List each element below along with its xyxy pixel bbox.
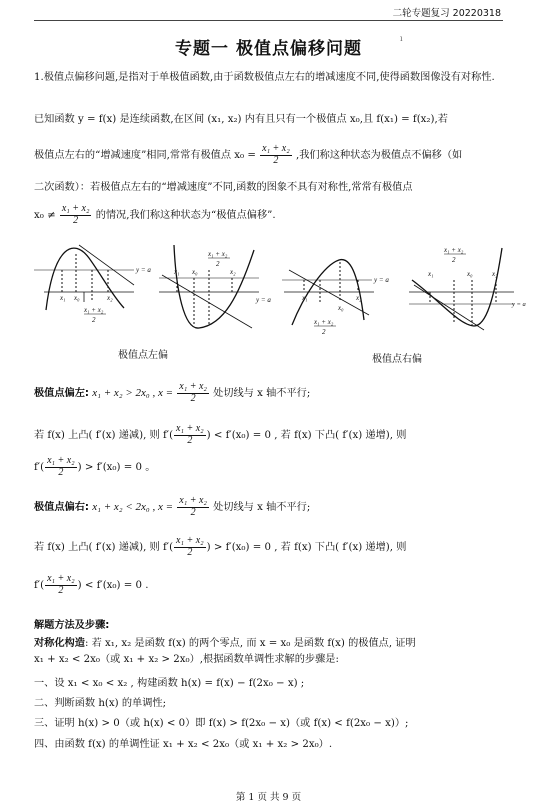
extremum-shift-figures	[34, 240, 524, 370]
svg-text:2: 2	[322, 328, 326, 336]
method-step-1: 一、设 x₁ < x₀ < x₂ , 构建函数 h(x) = f(x) − f(2x₀ − x) ;	[34, 678, 305, 689]
svg-text:y = a: y = a	[136, 266, 151, 274]
left-shift-line-2: 若 f(x) 上凸( f′(x) 递减), 则 f′( $\frac{\text{x₁ + x₂}}{2}$ ) < f′(x₀) = 0 , 若 f(x) 下凸( f′(x) 递增), 则	[34, 423, 407, 446]
page-footer: 第 1 页 共 9 页	[235, 792, 302, 803]
intro-line-1: 已知函数 y = f(x) 是连续函数,在区间 (x₁, x₂) 内有且只有一个极值点 x₀,且 f(x₁) = f(x₂),若	[34, 114, 448, 125]
right-shift-line-3: f′( $\frac{\text{x₁ + x₂}}{2}$ ) < f′(x₀) = 0 .	[34, 573, 149, 596]
header-text: 二轮专题复习 20220318	[392, 8, 501, 19]
svg-text:x₁: x₁	[302, 294, 308, 302]
svg-text:x₁: x₁	[428, 270, 434, 278]
margin-mark: ı	[400, 34, 403, 43]
intro-line-4: x₀ ≠ $\frac{\text{x₁ + x₂}}{2}$ 的情况,我们称这种状态为“极值点偏移”.	[34, 203, 276, 226]
svg-text:x₀: x₀	[338, 304, 344, 312]
graph-right-shift-min	[409, 246, 526, 330]
svg-text:x₁ + x₂: x₁ + x₂	[84, 306, 104, 314]
svg-text:x₂: x₂	[492, 270, 498, 278]
method-step-3: 三、证明 h(x) > 0（或 h(x) < 0）即 f(x) > f(2x₀ − x)（或 f(x) < f(2x₀ − x)）;	[34, 718, 409, 729]
svg-text:2: 2	[92, 316, 96, 324]
intro-line-3: 二次函数）：若极值点左右的“增减速度”不同,函数的图象不具有对称性,常常有极值点	[34, 182, 413, 193]
intro-paragraph-1: 1.极值点偏移问题,是指对于单极值函数,由于函数极值点左右的增减速度不同,使得函数图像没有对称性.	[34, 72, 495, 83]
graph-right-shift-max	[282, 260, 389, 336]
method-step-4: 四、由函数 f(x) 的单调性证 x₁ + x₂ < 2x₀（或 x₁ + x₂ > 2x₀）.	[34, 739, 333, 750]
midpoint-fraction: $\frac{\text{x₁ + x₂}}{2}$	[61, 203, 90, 226]
svg-text:x₁ + x₂: x₁ + x₂	[208, 250, 228, 258]
svg-text:x₁ + x₂: x₁ + x₂	[314, 318, 334, 326]
method-step-2: 二、判断函数 h(x) 的单调性;	[34, 698, 167, 709]
left-shift-condition: 极值点偏左: x₁ + x₂ > 2x₀ , x = $\frac{\text{x₁ + x₂}}{2}$ 处切线与 x 轴不平行;	[34, 381, 311, 404]
graph-left-shift-min	[159, 245, 271, 328]
right-shift-line-2: 若 f(x) 上凸( f′(x) 递减), 则 f′( $\frac{\text{x₁ + x₂}}{2}$ ) > f′(x₀) = 0 , 若 f(x) 下凸( f′(x) 递增), 则	[34, 535, 407, 558]
method-heading: 解题方法及步骤:	[34, 620, 110, 631]
right-shift-condition: 极值点偏右: x₁ + x₂ < 2x₀ , x = $\frac{\text{x₁ + x₂}}{2}$ 处切线与 x 轴不平行;	[34, 495, 311, 518]
intro-line-2: 极值点左右的“增减速度”相同,常常有极值点 x₀ = $\frac{\text{x₁ + x₂}}{2}$ ,我们称这种状态为极值点不偏移（如	[34, 143, 463, 166]
midpoint-fraction: $\frac{\text{x₁ + x₂}}{2}$	[262, 143, 290, 166]
caption-right-shift: 极值点右偏	[372, 354, 422, 365]
svg-text:x₁ + x₂: x₁ + x₂	[444, 246, 464, 254]
method-intro: 对称化构造: 若 x₁, x₂ 是函数 f(x) 的两个零点, 而 x = x₀ 是函数 f(x) 的极值点, 证明 x₁ + x₂ < 2x₀（或 x₁ + x₂ > 2x₀）,根据函数单调性求解的步骤是:	[34, 638, 416, 665]
graph-left-shift-max	[34, 245, 151, 324]
caption-left-shift: 极值点左偏	[118, 350, 168, 361]
svg-text:x₁: x₁	[60, 294, 66, 302]
svg-text:x₀: x₀	[74, 294, 80, 302]
svg-text:x₂: x₂	[230, 268, 236, 276]
svg-text:x₂: x₂	[107, 294, 113, 302]
svg-text:x₀: x₀	[192, 268, 198, 276]
svg-text:x₀: x₀	[467, 270, 473, 278]
svg-text:2: 2	[452, 256, 456, 264]
svg-text:y = a: y = a	[512, 301, 526, 308]
page-header	[34, 0, 503, 21]
svg-text:y = a: y = a	[374, 276, 389, 284]
left-shift-line-3: f′( $\frac{\text{x₁ + x₂}}{2}$ ) > f′(x₀) = 0 。	[34, 455, 156, 478]
svg-text:x₂: x₂	[356, 294, 362, 302]
page-title: 专题一 极值点偏移问题	[175, 39, 362, 59]
svg-text:2: 2	[216, 260, 220, 268]
svg-text:x₁: x₁	[174, 268, 180, 276]
svg-text:y = a: y = a	[256, 296, 271, 304]
